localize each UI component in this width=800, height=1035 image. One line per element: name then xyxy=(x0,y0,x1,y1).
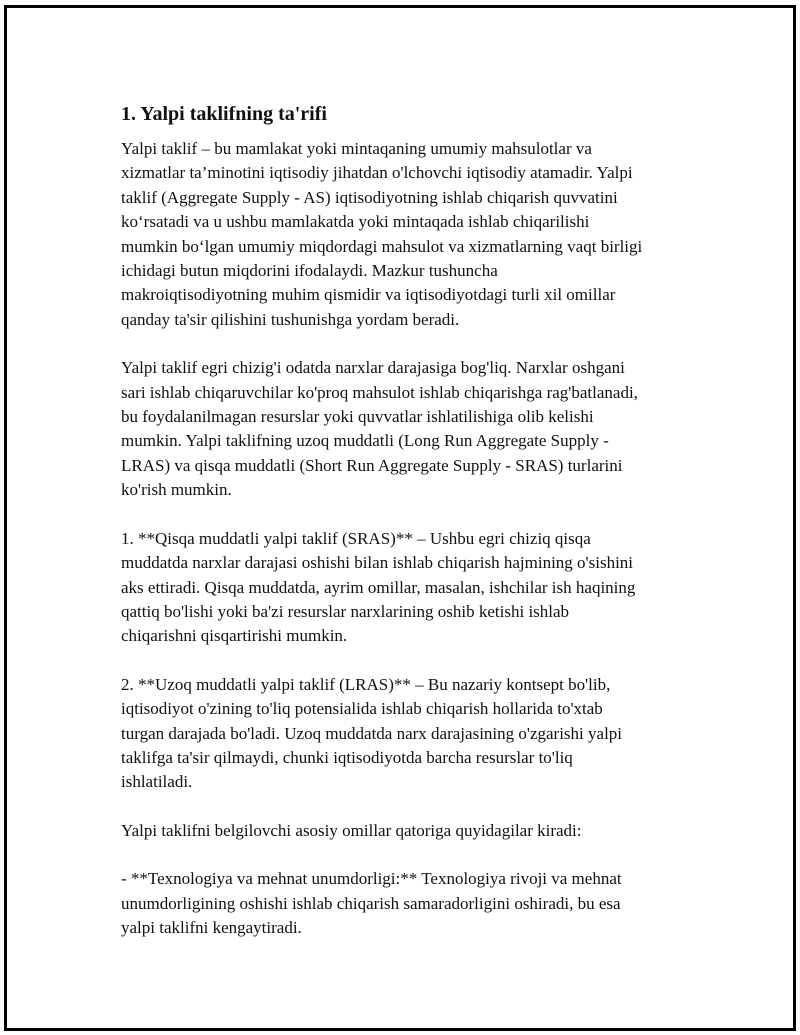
paragraph-factors-intro: Yalpi taklifni belgilovchi asosiy omillar qatoriga quyidagilar kiradi: xyxy=(121,820,582,840)
paragraph-definition: Yalpi taklif – bu mamlakat yoki mintaqaning umumiy mahsulotlar va xizmatlar ta’minotini iqtisodiy jihatdan o'lchovchi iqtisodiy atamadir. Yalpi taklif (Aggregate Supply - AS) iqtisodiyotning ishlab chiqarish quvvatini ko‘rsatadi va u ushbu mamlakatda yoki mintaqada ishlab chiqarilishi mumkin bo‘lgan umumiy miqdordagi mahsulot va xizmatlarning vaqt birligi ichidagi butun miqdorini ifodalaydi. Mazkur tushuncha makroiqtisodiyotning muhim qismidir va iqtisodiyotdagi turli xil omillar qanday ta'sir qilishini tushunishga yordam beradi. xyxy=(121,139,643,329)
paragraph-sras: 1. **Qisqa muddatli yalpi taklif (SRAS)** – Ushbu egri chiziq qisqa muddatda narxlar darajasi oshishi bilan ishlab chiqarish hajmining o'sishini aks ettiradi. Qisqa muddatda, ayrim omillar, masalan, ishchilar ish haqining qattiq bo'lishi yoki ba'zi resurslar narxlarining oshib ketishi ishlab chiqarishni qisqartirishi mumkin. xyxy=(121,528,636,646)
document-body xyxy=(121,101,701,964)
section-heading: 1. Yalpi taklifning ta'rifi xyxy=(121,103,327,125)
paragraph-supply-curve: Yalpi taklif egri chizig'i odatda narxlar darajasiga bog'liq. Narxlar oshgani sari ishlab chiqaruvchilar ko'proq mahsulot ishlab chiqarishga rag'batlanadi, bu foydalanilmagan resurslar yoki quvvatlar ishlatilishiga olib kelishi mumkin. Yalpi taklifning uzoq muddatli (Long Run Aggregate Supply - LRAS) va qisqa muddatli (Short Run Aggregate Supply - SRAS) turlarini ko'rish mumkin. xyxy=(121,358,638,500)
page-frame xyxy=(4,5,796,1031)
paragraph-technology: - **Texnologiya va mehnat unumdorligi:** Texnologiya rivoji va mehnat unumdorligining oshishi ishlab chiqarish samaradorligini oshiradi, bu esa yalpi taklifni kengaytiradi. xyxy=(121,869,622,937)
paragraph-lras: 2. **Uzoq muddatli yalpi taklif (LRAS)** – Bu nazariy kontsept bo'lib, iqtisodiyot o'zining to'liq potensialida ishlab chiqarish hollarida to'xtab turgan darajada bo'ladi. Uzoq muddatda narx darajasining o'zgarishi yalpi taklifga ta'sir qilmaydi, chunki iqtisodiyotda barcha resurslar to'liq ishlatiladi. xyxy=(121,674,623,792)
